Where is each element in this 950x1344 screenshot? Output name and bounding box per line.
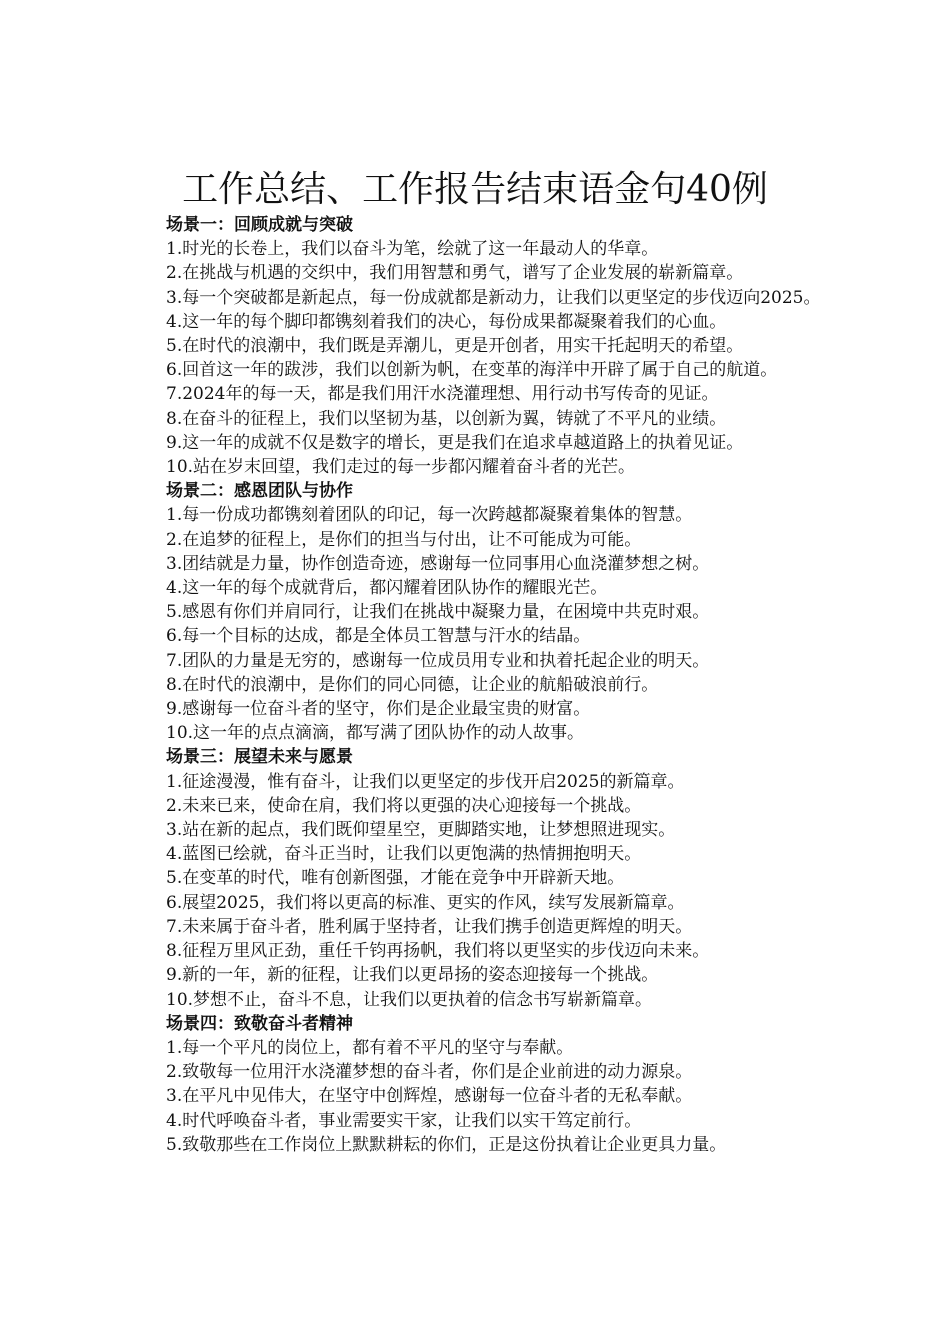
list-item: 3.每一个突破都是新起点，每一份成就都是新动力，让我们以更坚定的步伐迈向2025。 xyxy=(166,287,821,308)
list-item: 7.团队的力量是无穷的，感谢每一位成员用专业和执着托起企业的明天。 xyxy=(166,650,710,671)
list-item: 7.未来属于奋斗者，胜利属于坚持者，让我们携手创造更辉煌的明天。 xyxy=(166,916,693,937)
list-item: 6.回首这一年的跋涉，我们以创新为帆，在变革的海洋中开辟了属于自己的航道。 xyxy=(166,360,778,381)
list-item: 8.在奋斗的征程上，我们以坚韧为基，以创新为翼，铸就了不平凡的业绩。 xyxy=(166,408,727,429)
list-item: 1.时光的长卷上，我们以奋斗为笔，绘就了这一年最动人的华章。 xyxy=(166,239,659,260)
list-item: 4.这一年的每个成就背后，都闪耀着团队协作的耀眼光芒。 xyxy=(166,578,608,599)
list-item: 8.在时代的浪潮中，是你们的同心同德，让企业的航船破浪前行。 xyxy=(166,674,659,695)
document-body xyxy=(137,213,837,1157)
list-item: 3.在平凡中见伟大，在坚守中创辉煌，感谢每一位奋斗者的无私奉献。 xyxy=(166,1086,693,1107)
list-item: 3.团结就是力量，协作创造奇迹，感谢每一位同事用心血浇灌梦想之树。 xyxy=(166,553,710,574)
list-item: 1.每一个平凡的岗位上，都有着不平凡的坚守与奉献。 xyxy=(166,1037,574,1058)
section-heading-3: 场景三：展望未来与愿景 xyxy=(166,747,353,768)
list-item: 5.在变革的时代，唯有创新图强，才能在竞争中开辟新天地。 xyxy=(166,868,625,889)
list-item: 10.这一年的点点滴滴，都写满了团队协作的动人故事。 xyxy=(166,723,585,744)
list-item: 3.站在新的起点，我们既仰望星空，更脚踏实地，让梦想照进现实。 xyxy=(166,820,676,841)
list-item: 10.梦想不止，奋斗不息，让我们以更执着的信念书写崭新篇章。 xyxy=(166,989,653,1010)
list-item: 6.展望2025，我们将以更高的标准、更实的作风，续写发展新篇章。 xyxy=(166,892,685,913)
list-item: 9.感谢每一位奋斗者的坚守，你们是企业最宝贵的财富。 xyxy=(166,699,591,720)
list-item: 6.每一个目标的达成，都是全体员工智慧与汗水的结晶。 xyxy=(166,626,591,647)
list-item: 1.每一份成功都镌刻着团队的印记，每一次跨越都凝聚着集体的智慧。 xyxy=(166,505,693,526)
list-item: 4.蓝图已绘就，奋斗正当时，让我们以更饱满的热情拥抱明天。 xyxy=(166,844,642,865)
list-item: 4.这一年的每个脚印都镌刻着我们的决心，每份成果都凝聚着我们的心血。 xyxy=(166,311,727,332)
list-item: 5.感恩有你们并肩同行，让我们在挑战中凝聚力量，在困境中共克时艰。 xyxy=(166,602,710,623)
list-item: 1.征途漫漫，惟有奋斗，让我们以更坚定的步伐开启2025的新篇章。 xyxy=(166,771,685,792)
list-item: 2.在追梦的征程上，是你们的担当与付出，让不可能成为可能。 xyxy=(166,529,642,550)
list-item: 2.致敬每一位用汗水浇灌梦想的奋斗者，你们是企业前进的动力源泉。 xyxy=(166,1062,693,1083)
section-heading-1: 场景一：回顾成就与突破 xyxy=(166,215,353,235)
list-item: 9.这一年的成就不仅是数字的增长，更是我们在追求卓越道路上的执着见证。 xyxy=(166,432,744,453)
section-heading-2: 场景二：感恩团队与协作 xyxy=(166,481,353,502)
list-item: 5.在时代的浪潮中，我们既是弄潮儿，更是开创者，用实干托起明天的希望。 xyxy=(166,336,744,357)
list-item: 9.新的一年，新的征程，让我们以更昂扬的姿态迎接每一个挑战。 xyxy=(166,965,659,986)
list-item: 5.致敬那些在工作岗位上默默耕耘的你们，正是这份执着让企业更具力量。 xyxy=(166,1134,727,1155)
list-item: 8.征程万里风正劲，重任千钧再扬帆，我们将以更坚实的步伐迈向未来。 xyxy=(166,941,710,962)
section-heading-4: 场景四：致敬奋斗者精神 xyxy=(166,1013,353,1034)
list-item: 2.在挑战与机遇的交织中，我们用智慧和勇气，谱写了企业发展的崭新篇章。 xyxy=(166,263,744,284)
document-title: 工作总结、工作报告结束语金句40例 xyxy=(182,169,768,210)
list-item: 10.站在岁末回望，我们走过的每一步都闪耀着奋斗者的光芒。 xyxy=(166,457,636,478)
list-item: 4.时代呼唤奋斗者，事业需要实干家，让我们以实干笃定前行。 xyxy=(166,1110,642,1131)
list-item: 2.未来已来，使命在肩，我们将以更强的决心迎接每一个挑战。 xyxy=(166,795,642,816)
list-item: 7.2024年的每一天，都是我们用汗水浇灌理想、用行动书写传奇的见证。 xyxy=(166,384,719,405)
